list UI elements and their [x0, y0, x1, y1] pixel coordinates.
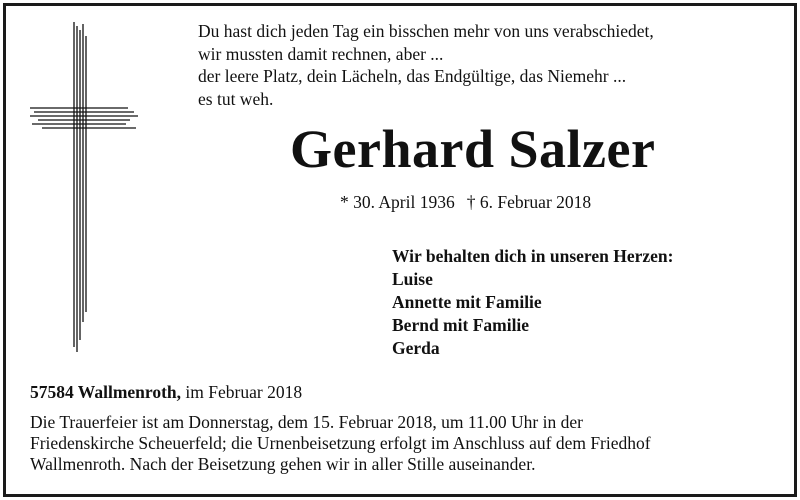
poem-line: der leere Platz, dein Lächeln, das Endgültige, das Niemehr ... — [198, 66, 627, 86]
place-location: 57584 Wallmenroth, — [30, 382, 182, 402]
birth-date: * 30. April 1936 — [340, 192, 455, 212]
mourner-name: Luise — [392, 269, 433, 289]
notice-line: Friedenskirche Scheuerfeld; die Urnenbeisetzung erfolgt im Anschluss auf dem Friedhof — [30, 433, 651, 453]
mourners-heading: Wir behalten dich in unseren Herzen: — [392, 246, 674, 266]
poem — [198, 20, 768, 110]
mourner-name: Gerda — [392, 338, 440, 358]
deceased-name: Gerhard Salzer — [290, 119, 656, 179]
mourner-name: Bernd mit Familie — [392, 315, 530, 335]
life-dates — [340, 192, 591, 213]
place-and-date — [30, 382, 302, 403]
place-date: im Februar 2018 — [185, 382, 303, 402]
poem-line: Du hast dich jeden Tag ein bisschen mehr von uns verabschiedet, — [198, 21, 654, 41]
death-date: † 6. Februar 2018 — [466, 192, 592, 212]
funeral-notice — [30, 412, 750, 475]
notice-line: Wallmenroth. Nach der Beisetzung gehen wir in aller Stille auseinander. — [30, 454, 536, 474]
cross-icon — [30, 22, 140, 352]
poem-line: wir mussten damit rechnen, aber ... — [198, 43, 444, 64]
mourners-block — [392, 245, 673, 360]
mourner-name: Annette mit Familie — [392, 292, 542, 312]
notice-line: Die Trauerfeier ist am Donnerstag, dem 15. Februar 2018, um 11.00 Uhr in der — [30, 412, 583, 432]
poem-line: es tut weh. — [198, 88, 274, 109]
